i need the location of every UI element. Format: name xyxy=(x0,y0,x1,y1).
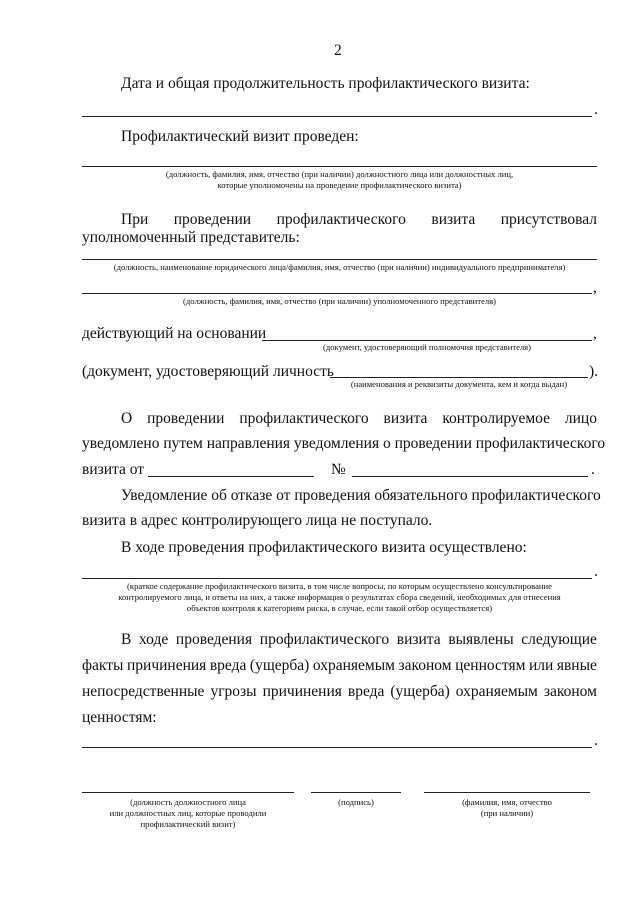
signature-name-caption-2: (при наличии) xyxy=(480,808,534,818)
harm-line-1 xyxy=(121,631,597,649)
carried-out-heading: В ходе проведения профилактического визита осуществлено: xyxy=(121,539,527,556)
notice-date-line xyxy=(148,476,314,477)
word: законом xyxy=(398,657,452,674)
harm-end: . xyxy=(594,732,598,749)
visit-date-line-end: . xyxy=(594,101,598,118)
notice-end: . xyxy=(591,461,595,478)
notice-from-label: визита от xyxy=(82,461,145,478)
summary-caption-2: контролируемого лица, и ответы на них, а также информация о результатах сбора сведений, необходимых для отнесения xyxy=(118,592,561,602)
word: В xyxy=(121,631,132,648)
harm-line-3 xyxy=(82,683,597,701)
word: проведения xyxy=(175,631,253,648)
signature-caption: (подпись) xyxy=(338,797,374,807)
summary-caption-3: объектов контроля к категориям риска, в случае, если такой отбор осуществляется) xyxy=(186,603,493,613)
representative-line-end: , xyxy=(593,279,597,296)
word: визита xyxy=(431,211,476,228)
word: визита xyxy=(383,410,428,427)
acting-basis-line xyxy=(262,340,592,341)
word: профилактического xyxy=(259,631,390,648)
presence-line-1 xyxy=(121,211,597,229)
visit-conducted-label: Профилактический визит проведен: xyxy=(121,128,359,145)
word: охраняемым xyxy=(312,657,395,674)
entity-line xyxy=(82,259,597,260)
entity-caption: (должность, наименование юридического лица/фамилия, имя, отчество (при наличии) индивидуального предпринимателя) xyxy=(113,262,566,272)
word: При xyxy=(121,211,149,228)
harm-line xyxy=(82,747,592,748)
word: О xyxy=(121,410,133,427)
notice-line-2: уведомлено путем направления уведомления о проведении профилактического xyxy=(82,435,606,452)
word: выявлены xyxy=(448,631,514,648)
representative-caption: (должность, фамилия, имя, отчество (при наличии) уполномоченного представителя) xyxy=(183,296,496,306)
word: профилактического xyxy=(276,211,406,228)
signature-position-caption-1: (должность должностного лица xyxy=(130,797,246,807)
refusal-line-2: визита в адрес контролирующего лица не поступало. xyxy=(82,512,433,529)
acting-basis-end: , xyxy=(593,325,597,342)
refusal-line-1: Уведомление об отказе от проведения обязательного профилактического xyxy=(121,487,601,504)
id-doc-label: (документ, удостоверяющий личность xyxy=(82,363,334,380)
id-doc-line xyxy=(330,377,588,378)
acting-basis-label: действующий на основании xyxy=(82,325,267,342)
word: ходе xyxy=(139,631,169,648)
visit-date-line xyxy=(82,116,592,117)
presence-line-2: уполномоченный представитель: xyxy=(82,229,300,246)
word: вреда xyxy=(347,683,385,700)
summary-caption-1: (краткое содержание профилактического визита, в том числе вопросы, по которым осуществлено консультирование xyxy=(127,581,552,591)
id-doc-caption: (наименования и реквизиты документа, кем и когда выдан) xyxy=(350,379,568,389)
word: причинения xyxy=(126,657,207,674)
signature-position-caption-2: или должностных лиц, которые проводили xyxy=(109,808,267,818)
word: следующие xyxy=(521,631,597,648)
word: причинения xyxy=(262,683,342,700)
notice-line-1 xyxy=(121,410,597,428)
word: или xyxy=(528,657,554,674)
official-line xyxy=(82,166,597,167)
word: присутствовал xyxy=(500,211,597,228)
word: ценностям xyxy=(455,657,526,674)
harm-line-2 xyxy=(82,657,597,675)
word: факты xyxy=(82,657,124,674)
signature-line xyxy=(311,792,401,793)
word: непосредственные xyxy=(82,683,205,700)
notice-number-line xyxy=(352,476,588,477)
word: проведении xyxy=(147,410,225,427)
acting-basis-caption: (документ, удостоверяющий полномочия представителя) xyxy=(323,342,531,352)
visit-date-heading: Дата и общая продолжительность профилактического визита: xyxy=(121,75,530,92)
signature-position-line xyxy=(82,792,294,793)
word: (ущерба) xyxy=(249,657,310,674)
page-number: 2 xyxy=(334,42,342,59)
carried-out-line xyxy=(82,578,592,579)
notice-number-label: № xyxy=(331,461,346,478)
word: визита xyxy=(396,631,441,648)
harm-line-4: ценностям: xyxy=(82,709,157,726)
official-caption-2: которые уполномочены на проведение профилактического визита) xyxy=(217,180,462,190)
word: явные xyxy=(556,657,597,674)
carried-out-end: . xyxy=(594,563,598,580)
word: контролируемое xyxy=(442,410,550,427)
signature-name-line xyxy=(424,792,590,793)
word: законом xyxy=(543,683,597,700)
word: охраняемым xyxy=(455,683,538,700)
signature-name-caption-1: (фамилия, имя, отчество xyxy=(462,797,552,807)
word: лицо xyxy=(564,410,597,427)
representative-line xyxy=(82,293,592,294)
official-caption-1: (должность, фамилия, имя, отчество (при наличии) должностного лица или должностных лиц, xyxy=(165,169,514,179)
word: угрозы xyxy=(210,683,257,700)
word: вреда xyxy=(209,657,247,674)
signature-position-caption-3: профилактический визит) xyxy=(140,819,236,829)
word: (ущерба) xyxy=(390,683,450,700)
word: проведении xyxy=(173,211,252,228)
id-doc-end: ). xyxy=(589,363,599,380)
word: профилактического xyxy=(239,410,369,427)
